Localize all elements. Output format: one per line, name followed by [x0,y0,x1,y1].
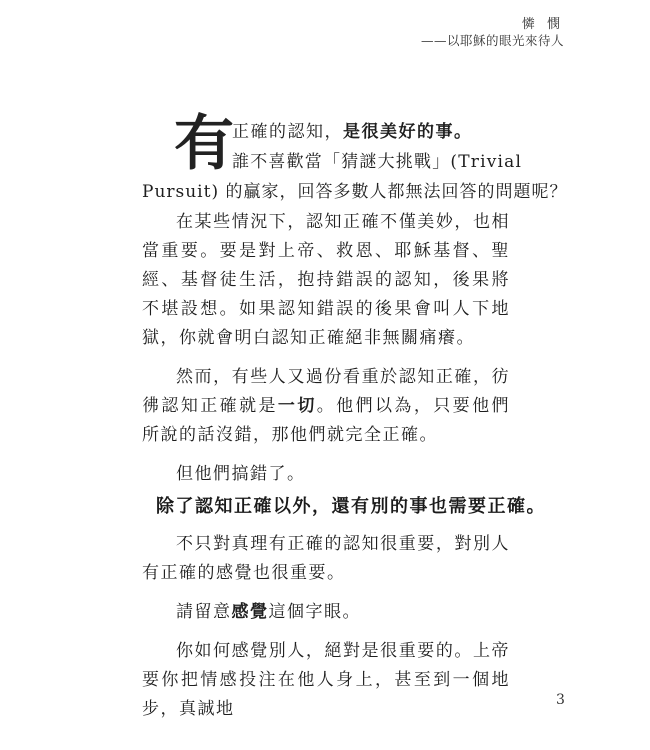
emphasis-text: 感覺 [231,602,269,622]
paragraph: 在某些情況下，認知正確不僅美妙，也相當重要。要是對上帝、救恩、耶穌基督、聖經、基督徒生活，抱持錯誤的認知，後果將不堪設想。如果認知錯誤的後果會叫人下地獄，你就會明白認知正確絕非無關痛癢。 [142,212,510,348]
opening-line-1 [232,118,512,147]
section-heading: 除了認知正確以外，還有別的事也需要正確。 [156,496,546,517]
running-header-subtitle: ——以耶穌的眼光來待人 [420,33,564,48]
paragraph-wrong: 但他們搞錯了。 [176,464,306,484]
body-block-1 [142,208,510,499]
running-header-title: 憐 憫 [521,17,564,32]
paragraph: 不只對真理有正確的認知很重要，對別人有正確的感覺也很重要。 [142,534,510,583]
paragraph-note [142,598,510,627]
paragraph-however-text: 然而，有些人又過份看重於認知正確，彷彿認知正確就是 [142,367,510,416]
paragraph-however-rest: 。他們以為，只要他們所說的話沒錯，那他們就完全正確。 [142,396,511,445]
emphasis-text: 一切 [277,396,317,416]
opening-line-1-bold: 是很美好的事。 [343,122,473,142]
drop-cap: 有 [174,109,234,179]
paragraph-however [142,363,510,450]
paragraph-note-text: 請留意 [176,602,232,622]
opening-line-1-text: 正確的認知， [232,122,343,142]
opening-line-3: Pursuit) 的贏家，回答多數人都無法回答的問題呢？ [142,182,568,202]
body-block-2 [142,530,510,734]
page-number: 3 [556,692,565,708]
paragraph-last: 你如何感覺別人，絕對是很重要的。上帝要你把情感投注在他人身上，甚至到一個地步，真誠地 [142,641,510,719]
opening-line-2: 誰不喜歡當「猜謎大挑戰」(Trivial [232,152,523,172]
paragraph-note-rest: 這個字眼。 [268,602,361,622]
running-header [421,16,564,49]
